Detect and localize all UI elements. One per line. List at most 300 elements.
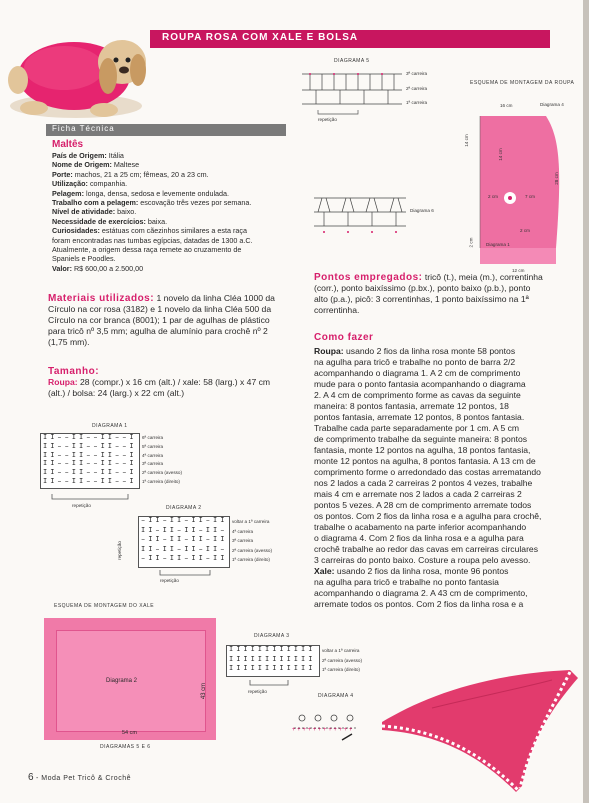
stitch-symbol: – xyxy=(155,545,160,554)
stitch-symbol: I xyxy=(191,526,196,535)
page-edge xyxy=(583,0,589,803)
stitch-symbol: I xyxy=(79,469,84,478)
stitch-symbol: I xyxy=(50,460,55,469)
roupa-line xyxy=(314,456,576,467)
materiais-line-4: (1,75 mm). xyxy=(48,337,90,347)
stitch-symbol: I xyxy=(100,478,105,486)
roupa-instructions xyxy=(314,346,576,566)
stitch-symbol: I xyxy=(177,555,182,564)
pontos-line-1: (corr.), ponto baixíssimo (p.bx.), ponto baixo (p.b.), ponto xyxy=(314,283,531,293)
stitch-symbol: I xyxy=(229,655,234,664)
stitch-symbol: I xyxy=(177,536,182,545)
roupa-line xyxy=(314,489,576,500)
roupa-line xyxy=(314,555,576,566)
breed-name: Maltês xyxy=(52,139,84,150)
diagrama-4-symbols xyxy=(290,704,362,744)
roupa-text: pontos fantasia, arremate 12 pontos, 8 pontos fantasia. xyxy=(314,412,525,422)
stitch-symbol: I xyxy=(107,469,112,478)
stitch-symbol: – xyxy=(220,526,225,535)
pontos-title: Pontos empregados: xyxy=(314,272,423,283)
stitch-symbol: – xyxy=(93,460,98,469)
pontos-line-2: alto (p.a.), picô: 3 correntinhas, 1 ponto baixíssimo na 1ª xyxy=(314,294,529,304)
stitch-symbol: I xyxy=(100,451,105,460)
stitch-symbol: – xyxy=(93,434,98,442)
tamanho-line-1: (alt.) / bolsa: 24 (larg.) x 22 cm (alt.) xyxy=(48,388,185,398)
ficha-curiosidades-extra xyxy=(52,236,284,264)
stitch-symbol: – xyxy=(141,555,146,564)
ficha-row xyxy=(52,170,284,179)
ficha-key: Utilização: xyxy=(52,179,88,189)
stitch-symbol: – xyxy=(93,451,98,460)
stitch-symbol: – xyxy=(177,545,182,554)
stitch-symbol: I xyxy=(43,451,48,460)
stitch-symbol: I xyxy=(71,434,76,442)
row-label: 4ª carreira xyxy=(142,452,164,458)
materiais-line-0: 1 novelo da linha Cléa 1000 da xyxy=(154,293,275,303)
stitch-symbol: I xyxy=(71,451,76,460)
stitch-symbol: – xyxy=(86,451,91,460)
stitch-symbol: I xyxy=(148,517,153,525)
stitch-symbol: I xyxy=(213,545,218,554)
stitch-symbol: – xyxy=(86,460,91,469)
ficha-value: baixo. xyxy=(115,207,137,217)
diagrama-5-chart xyxy=(300,68,404,118)
stitch-symbol: – xyxy=(57,469,62,478)
roupa-text: nos 2 lados a cada 2 carreiras 2 pontos 4 vezes, trabalhe xyxy=(314,478,533,488)
materiais-line-3: para tricô nº 3,5 mm; agulha de alumínio para crochê nº 2 xyxy=(48,326,268,336)
stitch-symbol: I xyxy=(308,655,313,664)
stitch-symbol: I xyxy=(162,526,167,535)
stitch-symbol: I xyxy=(169,545,174,554)
stitch-symbol: I xyxy=(43,460,48,469)
roupa-line xyxy=(314,401,576,412)
stitch-symbol: – xyxy=(162,555,167,564)
roupa-line xyxy=(314,467,576,478)
stitch-symbol: I xyxy=(141,526,146,535)
stitch-symbol: I xyxy=(169,555,174,564)
stitch-symbol: I xyxy=(213,536,218,545)
diagrama-3-grid xyxy=(226,645,320,677)
stitch-symbol: I xyxy=(79,451,84,460)
row-label: 6ª carreira xyxy=(142,435,164,440)
roupa-width-top: 16 cm xyxy=(500,103,513,108)
roupa-line xyxy=(314,357,576,368)
stitch-symbol: I xyxy=(243,655,248,664)
stitch-symbol: I xyxy=(169,517,174,525)
diagrama-1-title: DIAGRAMA 1 xyxy=(92,423,128,429)
tamanho-title: Tamanho: xyxy=(48,366,100,377)
ficha-title: Ficha Técnica xyxy=(52,124,115,133)
stitch-symbol: I xyxy=(250,665,255,674)
stitch-symbol: I xyxy=(79,478,84,486)
stitch-symbol: I xyxy=(169,536,174,545)
stitch-symbol: I xyxy=(184,526,189,535)
stitch-symbol: – xyxy=(162,517,167,525)
diagrama-2-title: DIAGRAMA 2 xyxy=(166,505,202,511)
ficha-curiosidades-line: foram encontradas nas tumbas egípcias, datadas de 1300 a.C. xyxy=(52,235,253,245)
stitch-symbol: I xyxy=(308,665,313,674)
tamanho-roupa-key: Roupa: xyxy=(48,377,78,387)
stitch-symbol: I xyxy=(272,646,277,654)
stitch-symbol: – xyxy=(64,478,69,486)
roupa-line xyxy=(314,533,576,544)
stitch-symbol: I xyxy=(198,536,203,545)
roupa-line xyxy=(314,423,576,434)
como-fazer-section xyxy=(314,332,576,610)
stitch-symbol: I xyxy=(272,665,277,674)
stitch-symbol: I xyxy=(129,451,134,460)
stitch-symbol: I xyxy=(198,517,203,525)
valor-key: Valor: xyxy=(52,263,72,273)
ficha-row xyxy=(52,207,284,216)
xale-diagramas-5-6-label: DIAGRAMAS 5 E 6 xyxy=(100,744,151,750)
diagrama-3-title: DIAGRAMA 3 xyxy=(254,633,290,639)
row-label: 1ª carreira (direito) xyxy=(322,667,360,673)
stitch-symbol: – xyxy=(141,517,146,525)
stitch-symbol: I xyxy=(205,545,210,554)
stitch-symbol: I xyxy=(257,646,262,654)
stitch-symbol: I xyxy=(129,442,134,451)
stitch-symbol: I xyxy=(243,665,248,674)
stitch-symbol: I xyxy=(71,442,76,451)
stitch-symbol: – xyxy=(162,536,167,545)
roupa-text: maneira: 8 pontos fantasia, arremate 12 pontos, 18 xyxy=(314,401,509,411)
stitch-symbol: I xyxy=(301,655,306,664)
stitch-symbol: I xyxy=(265,665,270,674)
roupa-2cm-c: 2 cm xyxy=(468,237,474,248)
ficha-row xyxy=(52,198,284,207)
esquema-xale-title: ESQUEMA DE MONTAGEM DO XALE xyxy=(54,603,155,609)
stitch-symbol: I xyxy=(229,646,234,654)
stitch-symbol: – xyxy=(64,434,69,442)
ficha-key: Nome de Origem: xyxy=(52,160,112,170)
diagrama-3-repeticao: repetição xyxy=(248,689,267,694)
stitch-symbol: – xyxy=(122,478,127,486)
stitch-symbol: I xyxy=(279,665,284,674)
esquema-roupa-title: ESQUEMA DE MONTAGEM DA ROUPA xyxy=(470,80,575,86)
page-number: 6 xyxy=(28,772,34,783)
stitch-symbol: I xyxy=(191,555,196,564)
roupa-text: usando 2 fios da linha rosa monte 58 pontos xyxy=(343,346,516,356)
stitch-symbol: I xyxy=(184,545,189,554)
stitch-symbol: – xyxy=(86,434,91,442)
ficha-row xyxy=(52,179,284,188)
stitch-symbol: – xyxy=(93,478,98,486)
roupa-line xyxy=(314,434,576,445)
xale-instructions xyxy=(314,566,576,610)
stitch-symbol: – xyxy=(57,442,62,451)
ficha-value: baixa. xyxy=(145,216,168,226)
ficha-row xyxy=(52,160,284,169)
article-title: ROUPA ROSA COM XALE E BOLSA xyxy=(162,32,359,43)
row-label: 5ª carreira xyxy=(142,443,164,449)
roupa-text: trabalhe o acabamento na parte inferior acompanhando xyxy=(314,522,527,532)
row-label: 2ª carreira (avesso) xyxy=(142,470,182,476)
roupa-text: Trabalhe cada parte separadamente por 1 cm. A 5 cm xyxy=(314,423,520,433)
stitch-symbol: – xyxy=(115,451,120,460)
diagrama-2-repeat-bracket xyxy=(140,568,230,578)
stitch-symbol: – xyxy=(86,442,91,451)
stitch-symbol: – xyxy=(122,434,127,442)
stitch-symbol: I xyxy=(236,665,241,674)
publication-name: - Moda Pet Tricô & Crochê xyxy=(33,775,131,782)
row-label: 3ª carreira xyxy=(142,461,164,467)
como-fazer-title: Como fazer xyxy=(314,332,374,343)
stitch-symbol: I xyxy=(169,526,174,535)
roupa-line xyxy=(314,445,576,456)
ficha-title-bar xyxy=(46,124,286,136)
stitch-symbol: – xyxy=(64,469,69,478)
roupa-text: 2. A 4 cm de comprimento forme as cavas da seguinte xyxy=(314,390,521,400)
roupa-diagrama-4-label: Diagrama 4 xyxy=(540,102,564,107)
roupa-line xyxy=(314,500,576,511)
roupa-2cm-b: 2 cm xyxy=(520,228,530,233)
diagrama-3-repeat-bracket xyxy=(232,678,312,688)
stitch-symbol: – xyxy=(198,545,203,554)
stitch-symbol: – xyxy=(115,460,120,469)
stitch-symbol: I xyxy=(50,469,55,478)
roupa-text: o diagrama 4. Com 2 fios da linha rosa e a agulha para xyxy=(314,533,524,543)
stitch-symbol: I xyxy=(198,555,203,564)
stitch-symbol: I xyxy=(155,536,160,545)
stitch-symbol: I xyxy=(293,646,298,654)
stitch-symbol: I xyxy=(71,478,76,486)
stitch-symbol: I xyxy=(191,545,196,554)
pontos-section xyxy=(314,272,576,316)
xale-line xyxy=(314,588,576,599)
stitch-symbol: – xyxy=(57,460,62,469)
stitch-symbol: I xyxy=(220,555,225,564)
xale-height-label: 43 cm xyxy=(201,682,208,700)
stitch-symbol: – xyxy=(57,434,62,442)
xale-width-label: 54 cm xyxy=(122,730,137,736)
stitch-symbol: I xyxy=(43,478,48,486)
ficha-key: Curiosidades: xyxy=(52,226,100,236)
row-label: 2ª carreira (avesso) xyxy=(232,547,272,553)
stitch-symbol: I xyxy=(191,517,196,525)
ficha-value: estátuas com cãezinhos similares a esta raça xyxy=(99,226,247,236)
xale-text: usando 2 fios da linha rosa, monte 96 pontos xyxy=(334,566,509,576)
row-label: 1ª carreira xyxy=(406,100,428,105)
stitch-symbol: I xyxy=(79,460,84,469)
ficha-value: machos, 21 a 25 cm; fêmeas, 20 a 23 cm. xyxy=(72,169,209,179)
stitch-symbol: I xyxy=(213,517,218,525)
ficha-key: Porte: xyxy=(52,169,73,179)
stitch-symbol: I xyxy=(43,442,48,451)
stitch-symbol: I xyxy=(293,665,298,674)
row-label: voltar a 1ª carreira xyxy=(322,648,360,653)
stitch-symbol: I xyxy=(286,665,291,674)
roupa-text: monte 12 pontos na agulha, 8 pontos fantasia. A 13 cm de xyxy=(314,456,536,466)
stitch-symbol: I xyxy=(250,655,255,664)
roupa-text: os pontos. Com 2 fios da linha rosa e a agulha para crochê, xyxy=(314,511,542,521)
stitch-symbol: – xyxy=(115,469,120,478)
stitch-symbol: I xyxy=(301,646,306,654)
pontos-line-3: correntinha. xyxy=(314,305,360,315)
stitch-symbol: I xyxy=(301,665,306,674)
ficha-value: companhia. xyxy=(87,179,128,189)
diagrama-4-title: DIAGRAMA 4 xyxy=(318,693,354,699)
roupa-center-14: 14 cm xyxy=(497,148,503,161)
ficha-curiosidades-line: Atualmente, a origem dessa raça remete ao cruzamento de xyxy=(52,245,242,255)
xale-text: acompanhando o diagrama 2. A 43 cm de comprimento, xyxy=(314,588,528,598)
stitch-symbol: – xyxy=(115,442,120,451)
stitch-symbol: – xyxy=(93,442,98,451)
stitch-symbol: I xyxy=(286,655,291,664)
stitch-symbol: I xyxy=(148,545,153,554)
stitch-symbol: – xyxy=(184,517,189,525)
xale-key: Xale: xyxy=(314,566,335,576)
roupa-line xyxy=(314,390,576,401)
xale-text: arremate todos os pontos. Com 2 fios da linha rosa e a xyxy=(314,599,524,609)
stitch-symbol: I xyxy=(257,665,262,674)
row-label: 4ª carreira xyxy=(232,528,254,534)
stitch-symbol: I xyxy=(155,517,160,525)
stitch-symbol: I xyxy=(243,646,248,654)
stitch-symbol: I xyxy=(308,646,313,654)
stitch-symbol: – xyxy=(184,555,189,564)
roupa-line xyxy=(314,522,576,533)
stitch-symbol: I xyxy=(265,655,270,664)
stitch-symbol: I xyxy=(107,451,112,460)
row-label: 2ª carreira xyxy=(406,85,428,91)
stitch-symbol: I xyxy=(272,655,277,664)
stitch-symbol: I xyxy=(177,517,182,525)
stitch-symbol: I xyxy=(148,555,153,564)
roupa-text: acompanhando o diagrama 1. A 2 cm de comprimento xyxy=(314,368,521,378)
ficha-valor xyxy=(52,264,284,273)
diagrama-2-side-repeticao: repetição xyxy=(116,541,122,560)
materiais-line-1: Círculo na cor rosa (3182) e 1 novelo da linha Cléa 500 da xyxy=(48,304,272,314)
ficha-key: Necessidade de exercícios: xyxy=(52,216,146,226)
diagrama-5-row-labels xyxy=(406,67,427,111)
roupa-diagrama-1-label: Diagrama 1 xyxy=(486,242,510,247)
stitch-symbol: – xyxy=(205,517,210,525)
page-footer xyxy=(28,772,131,783)
roupa-line xyxy=(314,368,576,379)
xale-diagrama-2-label: Diagrama 2 xyxy=(106,678,138,684)
stitch-symbol: I xyxy=(100,434,105,442)
stitch-symbol: I xyxy=(129,434,134,442)
stitch-symbol: – xyxy=(64,451,69,460)
roupa-schema xyxy=(460,98,582,276)
stitch-symbol: – xyxy=(198,526,203,535)
stitch-symbol: I xyxy=(191,536,196,545)
roupa-7cm: 7 cm xyxy=(525,194,535,199)
svg-text:+ + + + + + + + + + + +: + + + + + + + + + + + + xyxy=(292,727,353,733)
stitch-symbol: – xyxy=(122,442,127,451)
ficha-row xyxy=(52,151,284,160)
row-label: 1ª carreira (direito) xyxy=(232,557,270,563)
diagrama-2-row-labels xyxy=(232,517,272,565)
stitch-symbol: I xyxy=(107,434,112,442)
stitch-symbol: I xyxy=(286,646,291,654)
ficha-rows xyxy=(52,151,284,236)
roupa-text: de comprimento trabalhe da seguinte maneira: 8 pontos xyxy=(314,434,528,444)
ficha-value: longa, densa, sedosa e levemente ondulada. xyxy=(83,188,230,198)
stitch-symbol: I xyxy=(129,478,134,486)
diagrama-1-grid xyxy=(40,433,140,489)
stitch-symbol: – xyxy=(122,460,127,469)
stitch-symbol: I xyxy=(107,460,112,469)
stitch-symbol: – xyxy=(184,536,189,545)
stitch-symbol: – xyxy=(122,451,127,460)
stitch-symbol: I xyxy=(148,526,153,535)
roupa-text: crochê trabalhe ao redor das cavas em carreiras circulares xyxy=(314,544,539,554)
stitch-symbol: – xyxy=(115,478,120,486)
materiais-section xyxy=(48,293,298,348)
roupa-text: 3 carreiras do ponto baixo. Costure a roupa pelo avesso. xyxy=(314,555,531,565)
row-label: 2ª carreira (avesso) xyxy=(322,657,362,663)
roupa-height-14: 14 cm xyxy=(463,134,469,147)
xale-line xyxy=(314,566,576,577)
stitch-symbol: I xyxy=(220,536,225,545)
roupa-height-28: 28 cm xyxy=(553,172,559,185)
stitch-symbol: I xyxy=(279,655,284,664)
stitch-symbol: – xyxy=(86,478,91,486)
stitch-symbol: I xyxy=(220,517,225,525)
stitch-symbol: I xyxy=(50,434,55,442)
tamanho-line-0: 28 (compr.) x 16 cm (alt.) / xale: 58 (larg.) x 47 cm xyxy=(77,377,271,387)
roupa-width-bottom: 12 cm xyxy=(512,268,525,273)
xale-text: na agulha para tricô e trabalhe no ponto fantasia xyxy=(314,577,499,587)
diagrama-1-repeticao: repetição xyxy=(72,503,91,508)
shawl-photo xyxy=(372,668,582,798)
stitch-symbol: I xyxy=(229,665,234,674)
diagrama-6-chart xyxy=(312,192,408,242)
stitch-symbol: I xyxy=(162,545,167,554)
row-label: 3ª carreira xyxy=(232,538,254,544)
stitch-symbol: – xyxy=(64,442,69,451)
stitch-symbol: – xyxy=(141,536,146,545)
ficha-key: Trabalho com a pelagem: xyxy=(52,198,139,208)
valor-value: R$ 600,00 a 2.500,00 xyxy=(71,263,144,273)
ficha-key: Pelagem: xyxy=(52,188,84,198)
xale-schema xyxy=(44,618,216,740)
xale-line xyxy=(314,599,576,610)
stitch-symbol: I xyxy=(213,555,218,564)
ficha-row xyxy=(52,226,284,235)
pontos-line-0: tricô (t.), meia (m.), correntinha xyxy=(422,272,543,282)
ficha-value: Itália xyxy=(106,151,124,160)
article-title-band xyxy=(150,30,550,48)
stitch-symbol: I xyxy=(141,545,146,554)
stitch-symbol: I xyxy=(250,646,255,654)
ficha-value: escovação três vezes por semana. xyxy=(138,198,252,208)
diagrama-1-repeat-bracket xyxy=(50,492,130,502)
roupa-text: mude para o ponto fantasia acompanhando o diagrama xyxy=(314,379,526,389)
stitch-symbol: I xyxy=(107,478,112,486)
stitch-symbol: I xyxy=(100,469,105,478)
roupa-line xyxy=(314,346,576,357)
stitch-symbol: I xyxy=(148,536,153,545)
stitch-symbol: I xyxy=(43,469,48,478)
row-label: 1ª carreira (direito) xyxy=(142,478,180,484)
diagrama-2-grid xyxy=(138,516,230,568)
stitch-symbol: – xyxy=(220,545,225,554)
stitch-symbol: I xyxy=(205,526,210,535)
row-label: voltar a 1ª carreira xyxy=(232,519,270,524)
stitch-symbol: I xyxy=(71,469,76,478)
ficha-value: Maltese xyxy=(111,160,140,170)
row-label: 3ª carreira xyxy=(406,71,428,76)
diagrama-5-title: DIAGRAMA 5 xyxy=(334,58,370,64)
stitch-symbol: I xyxy=(50,451,55,460)
stitch-symbol: I xyxy=(213,526,218,535)
diagrama-2-repeticao: repetição xyxy=(160,578,179,583)
materiais-title: Materiais utilizados: xyxy=(48,293,155,304)
roupa-text: pontos 5 vezes. A 28 cm de comprimento arremate todos xyxy=(314,500,532,510)
